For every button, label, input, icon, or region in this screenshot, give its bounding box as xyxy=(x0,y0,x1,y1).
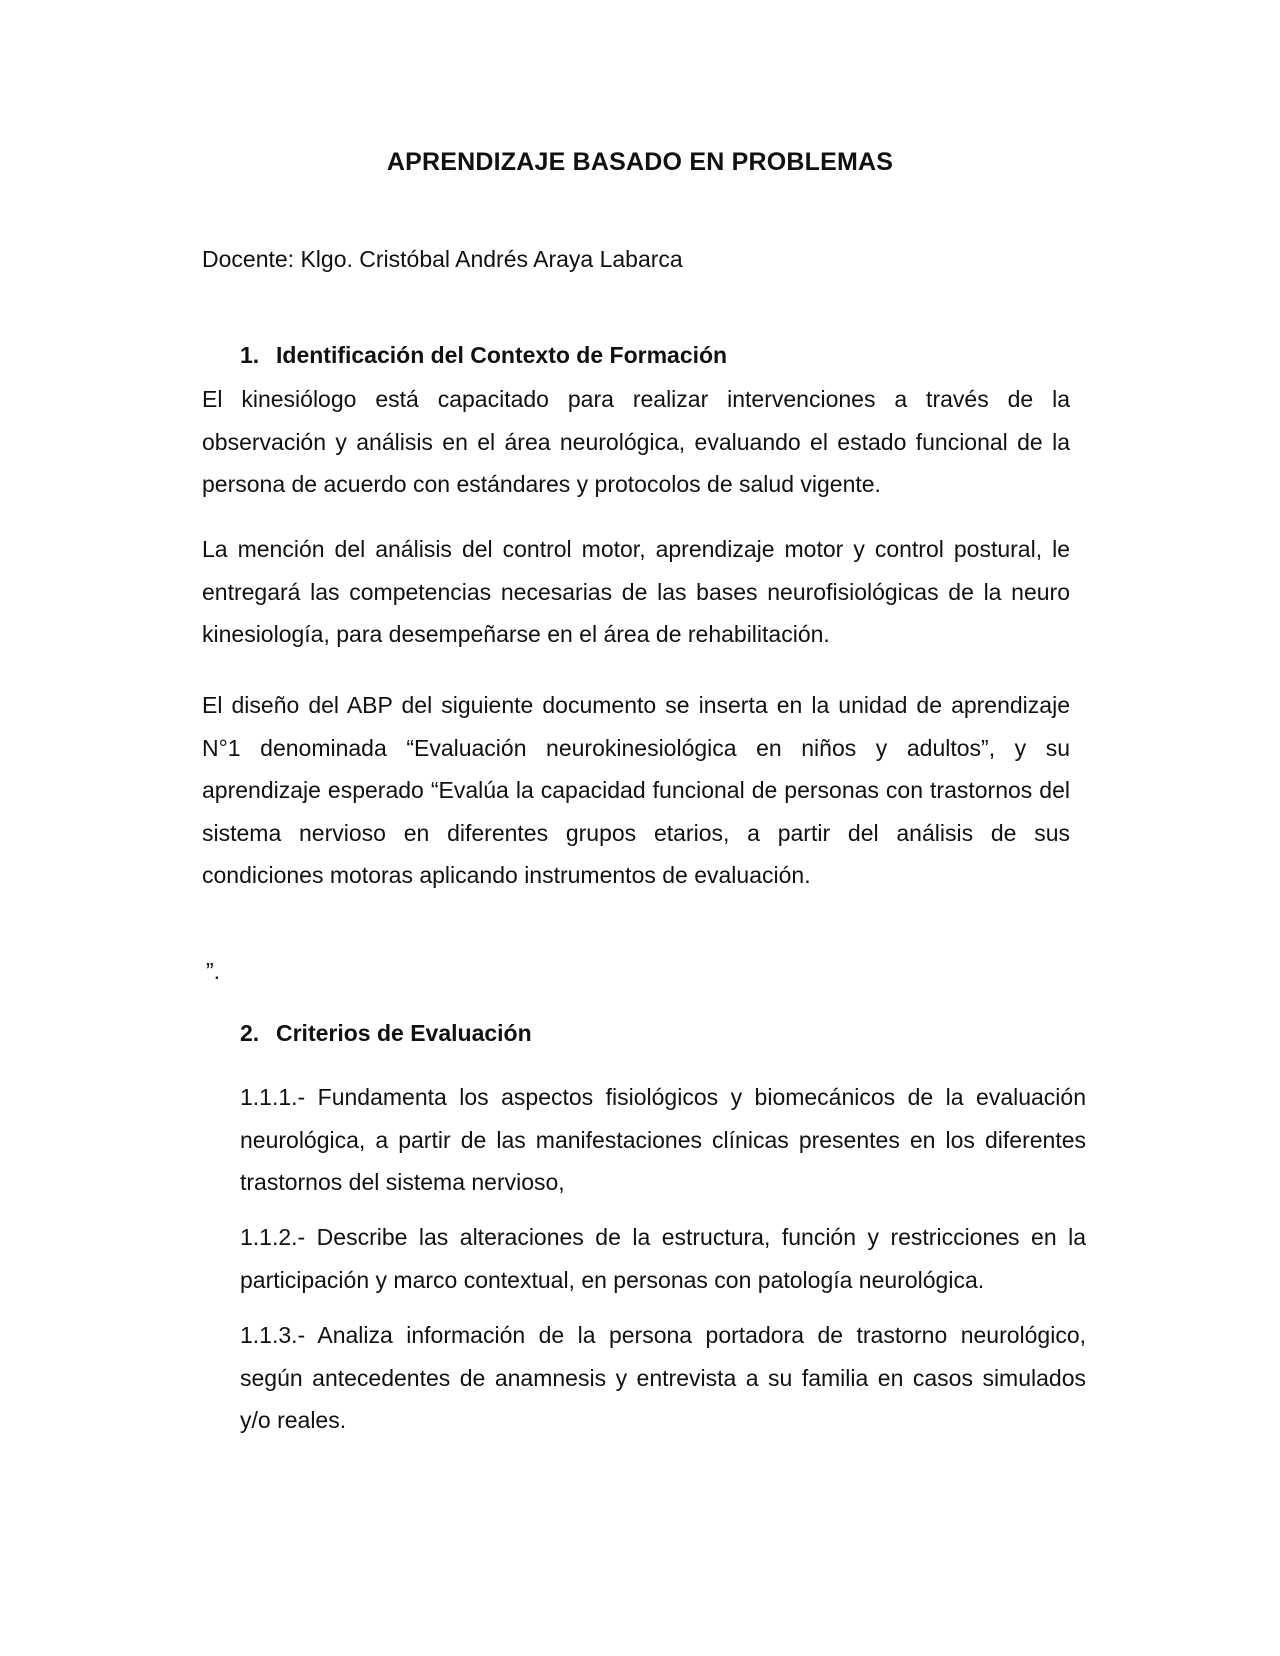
document-title: APRENDIZAJE BASADO EN PROBLEMAS xyxy=(386,148,894,176)
section-1-paragraph-3: El diseño del ABP del siguiente documento se inserta en la unidad de aprendizaje N°1 denominada “Evaluación neurokinesiológica en niños y adultos”, y su aprendizaje esperado “Evalúa la capacidad funcional de personas con trastornos del sistema nervioso en diferentes grupos etarios, a partir del análisis de sus condiciones motoras aplicando instrumentos de evaluación. xyxy=(202,692,1070,889)
criterion-1-1-1: 1.1.1.- Fundamenta los aspectos fisiológicos y biomecánicos de la evaluación neurológica, a partir de las manifestaciones clínicas presentes en los diferentes trastornos del sistema nervioso, xyxy=(240,1084,1086,1196)
section-2-title: Criterios de Evaluación xyxy=(276,1020,532,1046)
section-1-number: 1. xyxy=(240,342,260,368)
docente-line: Docente: Klgo. Cristóbal Andrés Araya Labarca xyxy=(202,246,683,272)
criterion-1-1-2: 1.1.2.- Describe las alteraciones de la estructura, función y restricciones en la participación y marco contextual, en personas con patología neurológica. xyxy=(240,1224,1086,1293)
section-2-number: 2. xyxy=(240,1020,260,1046)
section-1-trailing-quote: ”. xyxy=(206,958,221,984)
section-1-title: Identificación del Contexto de Formación xyxy=(276,342,728,368)
section-1-heading xyxy=(240,342,727,369)
section-1-paragraph-2: La mención del análisis del control motor, aprendizaje motor y control postural, le entregará las competencias necesarias de las bases neurofisiológicas de la neuro kinesiología, para desempeñarse en el área de rehabilitación. xyxy=(202,536,1070,648)
criterion-1-1-3: 1.1.3.- Analiza información de la persona portadora de trastorno neurológico, según antecedentes de anamnesis y entrevista a su familia en casos simulados y/o reales. xyxy=(240,1322,1086,1434)
section-2-heading xyxy=(240,1020,532,1047)
section-1-paragraph-1: El kinesiólogo está capacitado para realizar intervenciones a través de la observación y análisis en el área neurológica, evaluando el estado funcional de la persona de acuerdo con estándares y protocolos de salud vigente. xyxy=(202,386,1070,498)
